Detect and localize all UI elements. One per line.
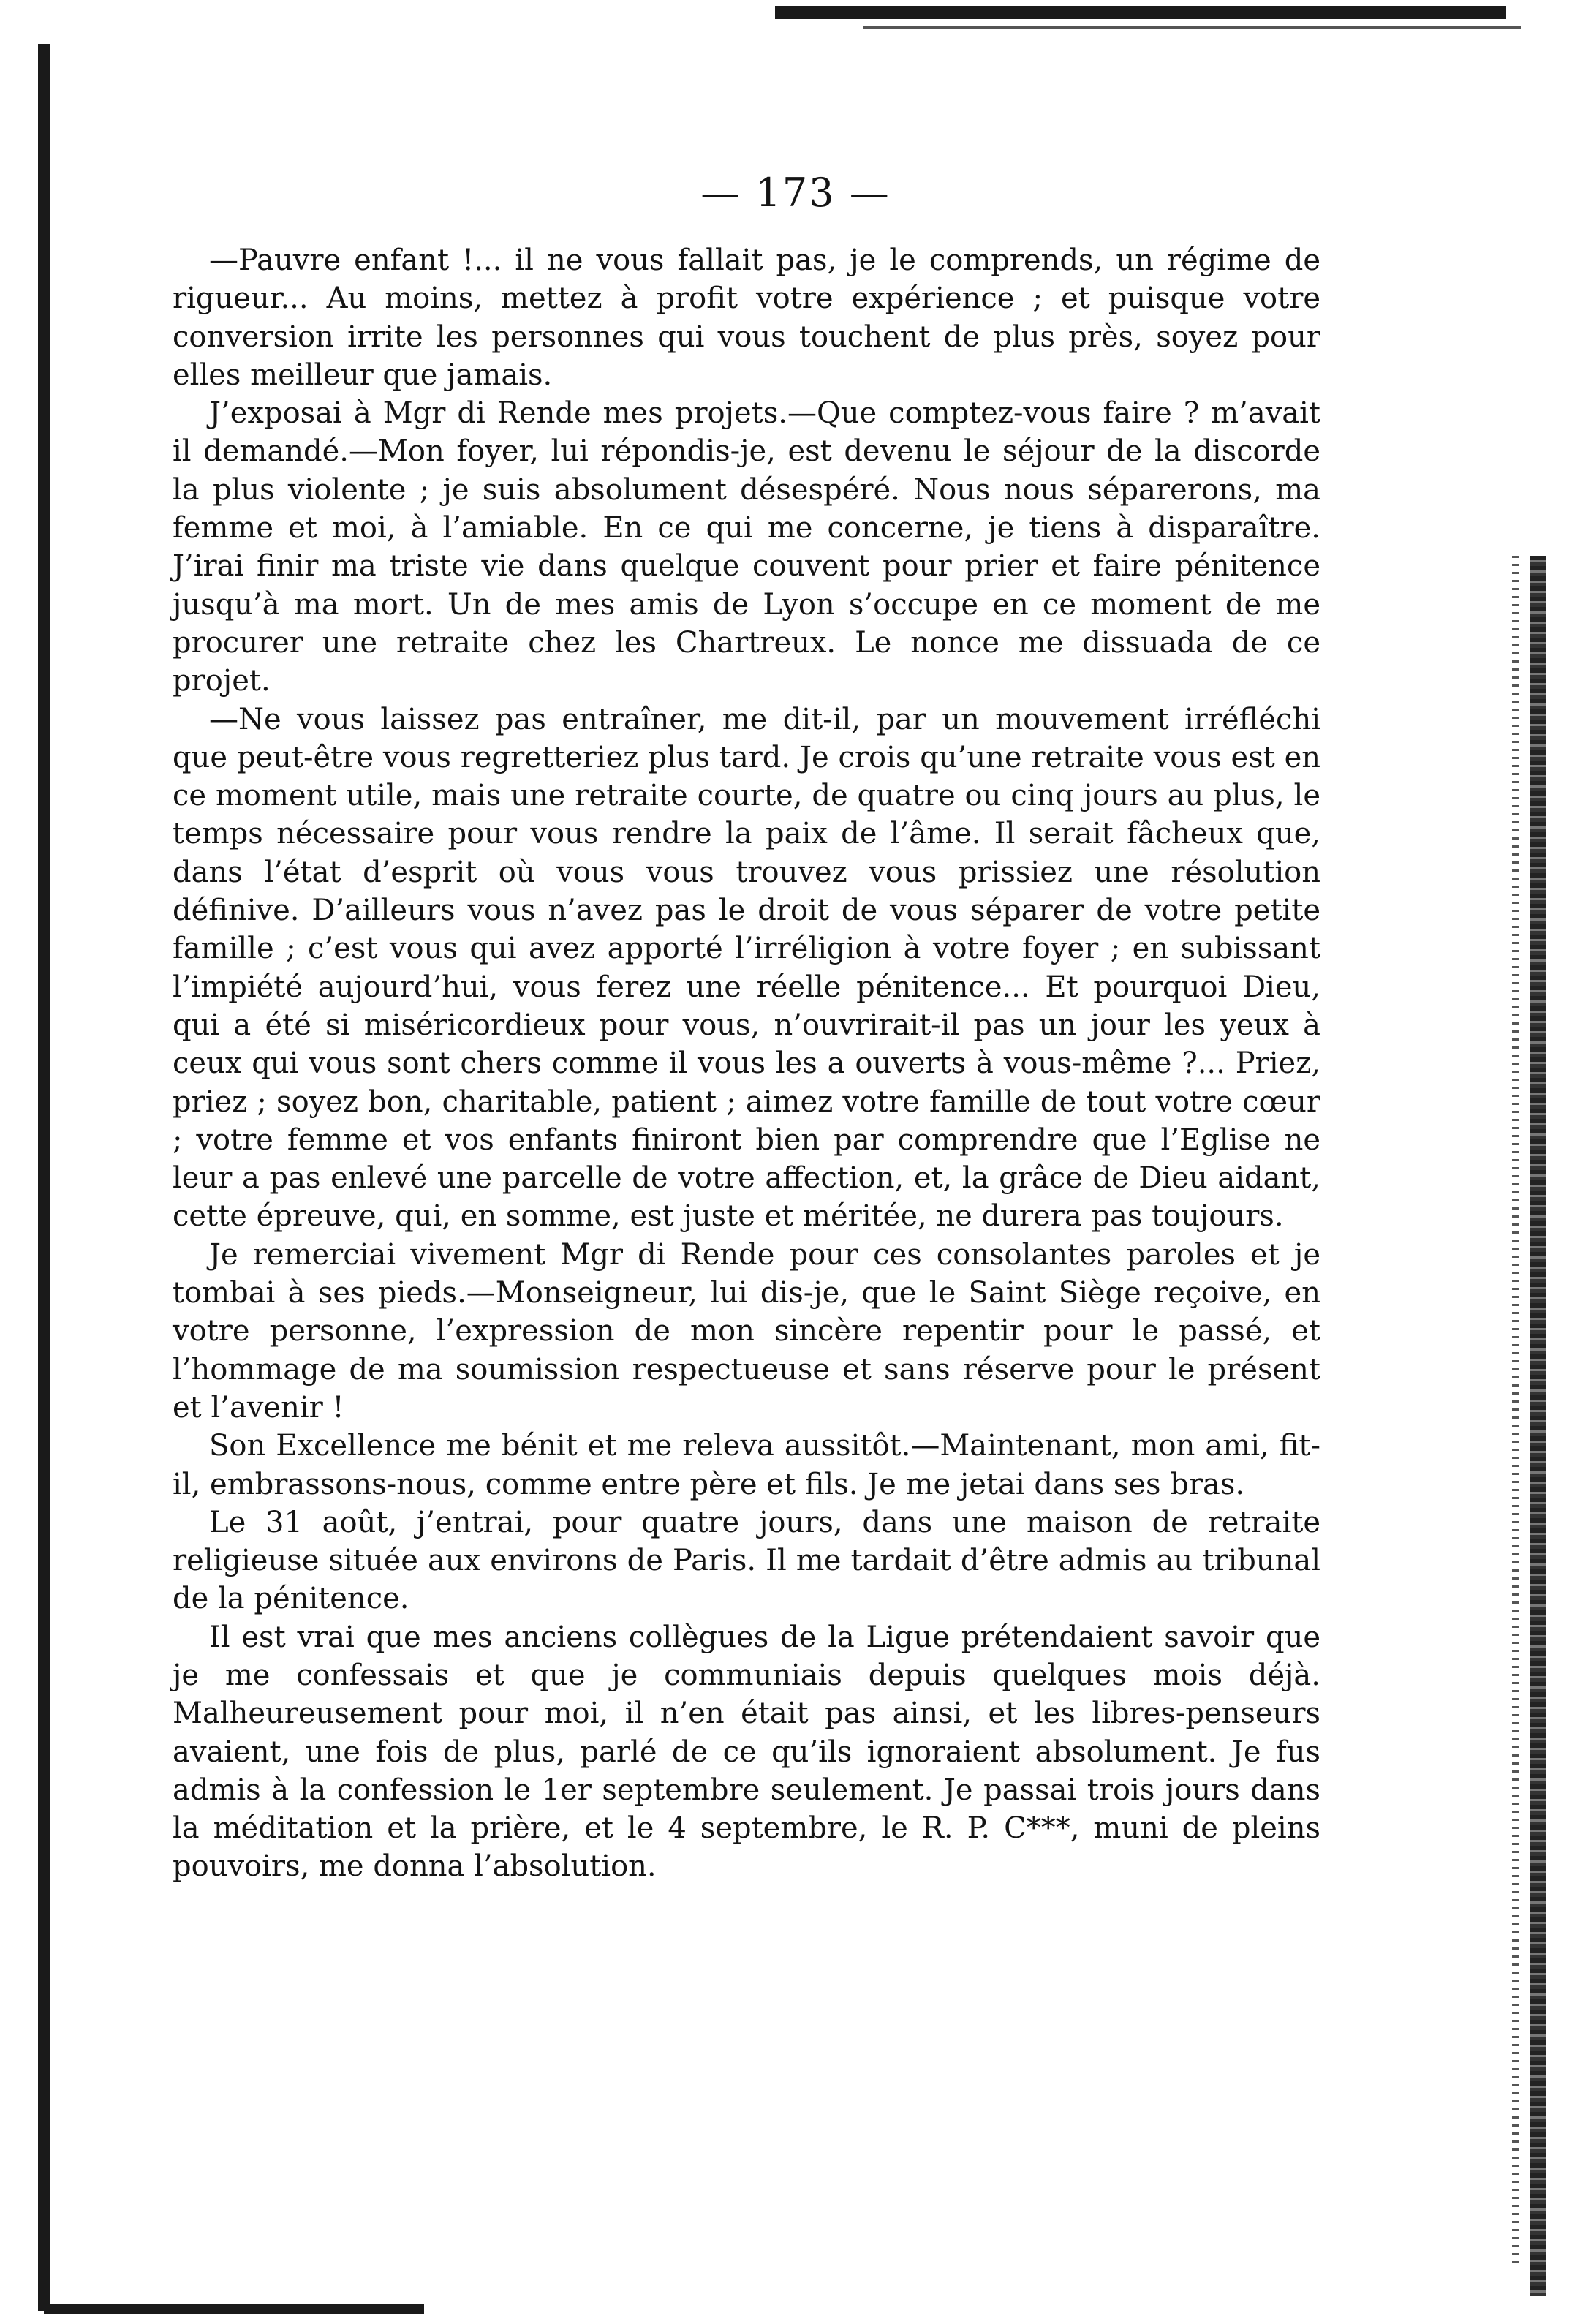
scan-border-right-inner (1512, 556, 1519, 2267)
paragraph: —Pauvre enfant !... il ne vous fallait pas, je le comprends, un régime de rigueur... Au moins, mettez à profit votre expérience ; et puisque votre conversion irrite les personnes qui vous touchent de plus près, soyez pour elles meilleur que jamais. (173, 244, 1320, 392)
scan-border-right (1530, 556, 1546, 2296)
paragraph: J’exposai à Mgr di Rende mes projets.—Que comptez-vous faire ? m’avait il demandé.—Mon foyer, lui répondis-je, est devenu le séjour de la discorde la plus violente ; je suis absolument désespéré. Nous nous séparerons, ma femme et moi, à l’amiable. En ce qui me concerne, je tiens à disparaître. J’irai finir ma triste vie dans quelque couvent pour prier et faire pénitence jusqu’à ma mort. Un de mes amis de Lyon s’occupe en ce moment de me procurer une retraite chez les Chartreux. Le nonce me dissuada de ce projet. (173, 396, 1320, 698)
body-text (173, 241, 1320, 1886)
paragraph: Son Excellence me bénit et me releva aussitôt.—Maintenant, mon ami, fit-il, embrassons-nous, comme entre père et fils. Je me jetai dans ses bras. (173, 1429, 1320, 1501)
scan-border-left (38, 44, 50, 2311)
page-number: — 173 — (700, 170, 891, 216)
paragraph: Il est vrai que mes anciens collègues de la Ligue prétendaient savoir que je me confessais et que je communiais depuis quelques mois déjà. Malheureusement pour moi, il n’en était pas ainsi, et les libres-penseurs avaient, une fois de plus, parlé de ce qu’ils ignoraient absolument. Je fus admis à la confession le 1er septembre seulement. Je passai trois jours dans la méditation et la prière, et le 4 septembre, le R. P. C***, muni de pleins pouvoirs, me donna l’absolution. (173, 1620, 1320, 1884)
paragraph: Je remerciai vivement Mgr di Rende pour ces consolantes paroles et je tombai à ses pieds.—Monseigneur, lui dis-je, que le Saint Siège reçoive, en votre personne, l’expression de mon sincère repentir pour le passé, et l’hommage de ma soumission respectueuse et sans réserve pour le présent et l’avenir ! (173, 1237, 1320, 1425)
scan-border-top-thin (863, 26, 1521, 29)
scan-border-bottom (44, 2304, 424, 2314)
paragraph: Le 31 août, j’entrai, pour quatre jours, dans une maison de retraite religieuse située aux environs de Paris. Il me tardait d’être admis au tribunal de la pénitence. (173, 1505, 1320, 1616)
scan-border-top (775, 6, 1506, 19)
paragraph: —Ne vous laissez pas entraîner, me dit-il, par un mouvement irréfléchi que peut-être vous regretteriez plus tard. Je crois qu’une retraite vous est en ce moment utile, mais une retraite courte, de quatre ou cinq jours au plus, le temps nécessaire pour vous rendre la paix de l’âme. Il serait fâcheux que, dans l’état d’esprit où vous vous trouvez vous prissiez une résolution définive. D’ailleurs vous n’avez pas le droit de vous séparer de votre petite famille ; c’est vous qui avez apporté l’irréligion à votre foyer ; en subissant l’impiété aujourd’hui, vous ferez une réelle pénitence... Et pourquoi Dieu, qui a été si miséricordieux pour vous, n’ouvrirait-il pas un jour les yeux à ceux qui vous sont chers comme il vous les a ouverts à vous-même ?... Priez, priez ; soyez bon, charitable, patient ; aimez votre famille de tout votre cœur ; votre femme et vos enfants finiront bien par comprendre que l’Eglise ne leur a pas enlevé une parcelle de votre affection, et, la grâce de Dieu aidant, cette épreuve, qui, en somme, est juste et méritée, ne durera pas toujours. (173, 702, 1320, 1234)
